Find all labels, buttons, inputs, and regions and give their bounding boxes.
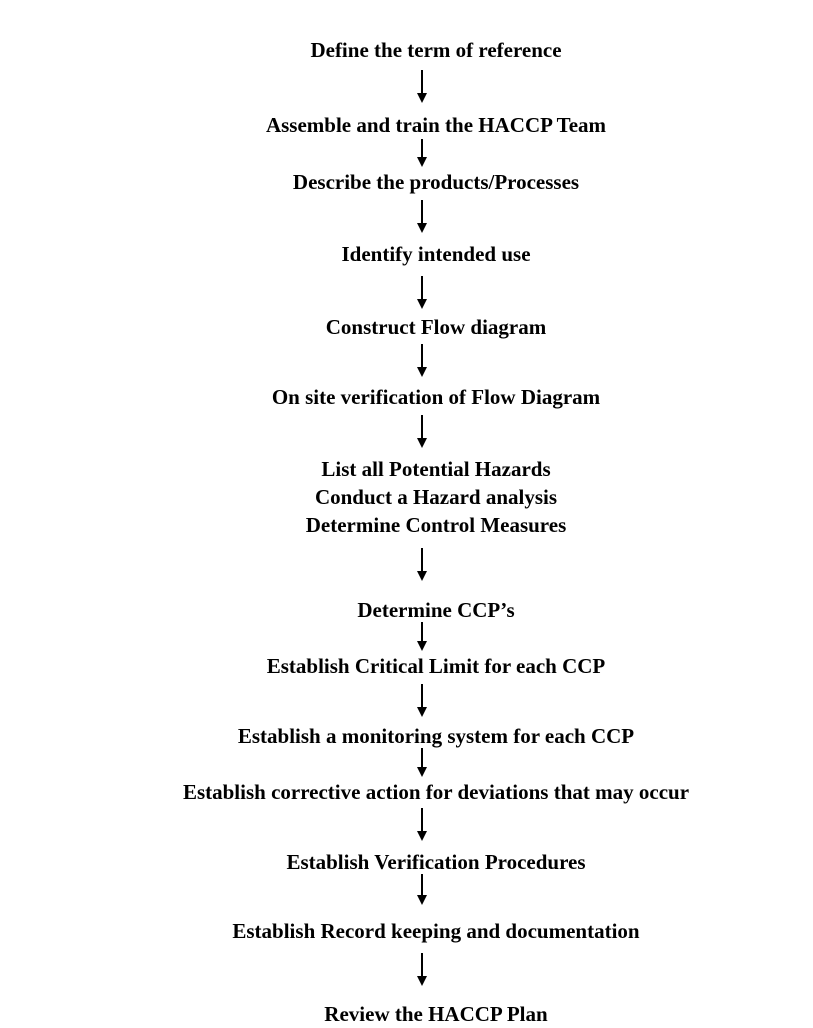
arrow-down-icon bbox=[416, 415, 428, 449]
arrow-down-icon bbox=[416, 276, 428, 310]
step-corrective-action bbox=[0, 778, 813, 806]
step-critical-limits bbox=[0, 652, 813, 680]
arrow-down-icon bbox=[416, 874, 428, 906]
step-monitoring-system bbox=[0, 722, 813, 750]
step-text: Conduct a Hazard analysis bbox=[314, 485, 558, 509]
step-text: Identify intended use bbox=[341, 242, 531, 266]
step-describe-products bbox=[0, 168, 813, 196]
step-assemble-haccp-team bbox=[0, 111, 813, 139]
step-define-terms-of-reference bbox=[0, 36, 813, 64]
arrow-down-icon bbox=[416, 622, 428, 652]
step-hazard-analysis bbox=[0, 455, 813, 539]
step-text: Define the term of reference bbox=[310, 38, 562, 62]
step-on-site-verification bbox=[0, 383, 813, 411]
step-text: Review the HACCP Plan bbox=[324, 1002, 548, 1026]
arrow-down-icon bbox=[416, 748, 428, 778]
step-record-keeping bbox=[0, 917, 813, 945]
arrow-down-icon bbox=[416, 70, 428, 104]
step-determine-ccps bbox=[0, 596, 813, 624]
step-verification-procedures bbox=[0, 848, 813, 876]
arrow-down-icon bbox=[416, 139, 428, 168]
step-text: Establish a monitoring system for each CCP bbox=[237, 724, 635, 748]
step-text: Establish corrective action for deviations that may occur bbox=[182, 780, 690, 804]
step-text: Determine Control Measures bbox=[305, 513, 567, 537]
arrow-down-icon bbox=[416, 684, 428, 718]
arrow-down-icon bbox=[416, 808, 428, 842]
step-identify-intended-use bbox=[0, 240, 813, 268]
arrow-down-icon bbox=[416, 344, 428, 378]
arrow-down-icon bbox=[416, 953, 428, 987]
step-text: Establish Record keeping and documentation bbox=[232, 919, 640, 943]
step-text: Describe the products/Processes bbox=[292, 170, 580, 194]
arrow-down-icon bbox=[416, 200, 428, 234]
step-text: Determine CCP’s bbox=[357, 598, 515, 622]
step-text: Establish Verification Procedures bbox=[286, 850, 586, 874]
step-text: Assemble and train the HACCP Team bbox=[265, 113, 607, 137]
step-construct-flow-diagram bbox=[0, 313, 813, 341]
step-text: On site verification of Flow Diagram bbox=[271, 385, 601, 409]
arrow-down-icon bbox=[416, 548, 428, 582]
step-text: Establish Critical Limit for each CCP bbox=[266, 654, 606, 678]
step-text: List all Potential Hazards bbox=[321, 457, 551, 481]
step-text: Construct Flow diagram bbox=[325, 315, 547, 339]
